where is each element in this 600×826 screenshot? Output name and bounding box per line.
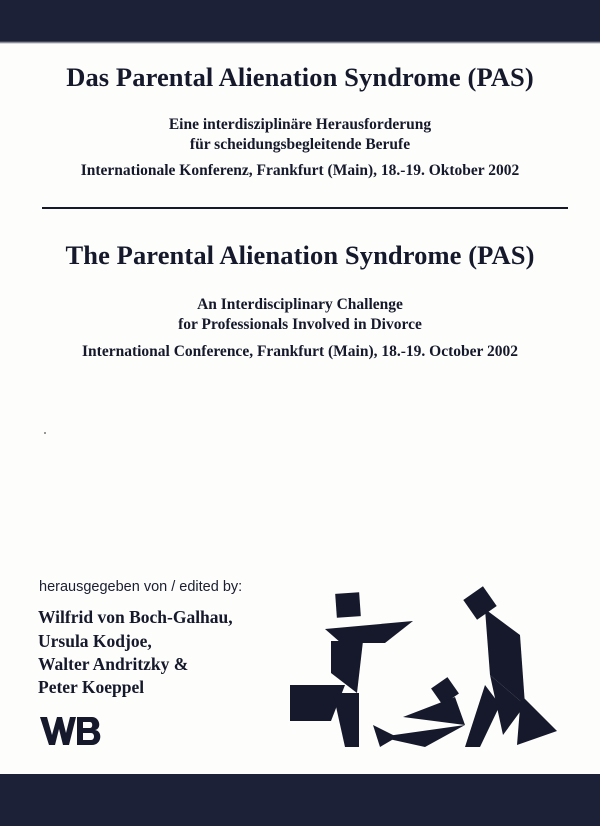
- editor-name: Peter Koeppel: [38, 677, 145, 697]
- top-color-band: [0, 0, 600, 42]
- german-title: Das Parental Alienation Syndrome (PAS): [66, 62, 534, 92]
- german-subtitle-line1: Eine interdisziplinäre Herausforderung: [168, 116, 432, 133]
- bottom-color-band: [0, 774, 600, 826]
- german-subtitle-line2: für scheidungsbegleitende Berufe: [189, 136, 411, 153]
- english-subtitle-line1: An Interdisciplinary Challenge: [197, 296, 403, 313]
- english-title: The Parental Alienation Syndrome (PAS): [65, 240, 535, 270]
- tangram-figures-icon: [285, 585, 570, 755]
- editor-name: Wilfrid von Boch-Galhau,: [38, 607, 233, 627]
- english-conference: International Conference, Frankfurt (Main), 18.-19. October 2002: [82, 343, 518, 360]
- publisher-logo-icon: [40, 717, 106, 745]
- editors-label: herausgegeben von / edited by:: [39, 579, 243, 595]
- english-subtitle-line2: for Professionals Involved in Divorce: [178, 316, 422, 333]
- editor-name: Walter Andritzky &: [38, 654, 189, 674]
- editor-name: Ursula Kodjoe,: [38, 631, 152, 651]
- german-conference: Internationale Konferenz, Frankfurt (Main), 18.-19. Oktober 2002: [80, 162, 520, 179]
- divider-rule: [42, 207, 568, 209]
- print-speck: [44, 432, 46, 434]
